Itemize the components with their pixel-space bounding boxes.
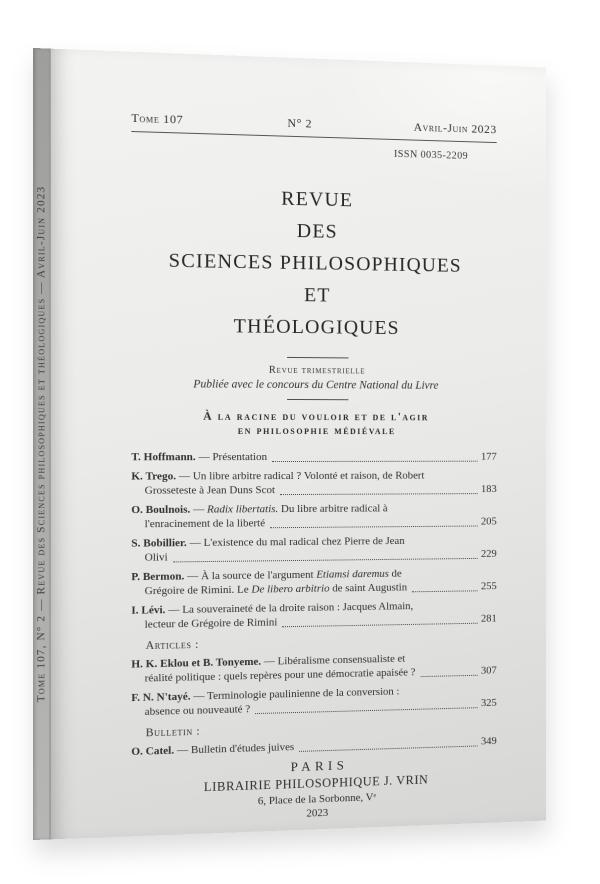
toc-author: O. Boulnois. — [131, 503, 191, 517]
toc-page-number: 183 — [480, 483, 497, 496]
toc-line-text: réalité politique : quels repères pour une démocratie apaisée ? — [144, 666, 416, 685]
toc-author: T. Hoffmann. — [131, 451, 196, 464]
toc-entry — [131, 501, 496, 532]
toc-line-text: O. Catel. — Bulletin d'études juives — [131, 741, 295, 759]
toc-section-heading: Bulletin : — [145, 725, 201, 740]
publisher-name: LIBRAIRIE PHILOSOPHIQUE J. VRIN — [203, 772, 429, 795]
issue-number: N° 2 — [287, 115, 313, 131]
toc-entry — [131, 469, 496, 498]
toc-leader-dots — [168, 547, 481, 564]
toc-leader-dots — [415, 664, 481, 679]
front-cover — [51, 49, 547, 840]
periodicity-label: Revue trimestrielle — [268, 364, 366, 377]
toc-author: F. N. N'tayé. — [131, 690, 191, 705]
toc-line — [131, 515, 496, 532]
toc-page-number: 205 — [480, 515, 497, 528]
toc-page-number: 307 — [480, 664, 497, 677]
toc-line-text: Olivi — [144, 551, 168, 564]
toc-line-text: O. Boulnois. — Radix libertatis. Du libre arbitre radical à — [131, 502, 388, 517]
toc-leader-dots — [267, 450, 481, 464]
toc-line-text: lecteur de Grégoire de Rimini — [144, 616, 278, 631]
toc-leader-dots — [277, 612, 481, 629]
table-of-contents — [131, 450, 496, 764]
toc-entry — [131, 650, 496, 686]
toc-line-text: I. Lévi. — La souveraineté de la droite raison : Jacques Almain, — [131, 600, 414, 617]
dossier-title-line: À la racine du vouloir et de l'agir — [203, 410, 429, 424]
dossier-title-line: en philosophie médiévale — [237, 424, 396, 438]
toc-line — [131, 482, 496, 498]
toc-page-number: 349 — [480, 735, 497, 748]
tome-label: Tome 107 — [131, 110, 184, 127]
spine-text: Tome 107, N° 2 — Revue des Sciences philosophiques et théologiques — Avril-Juin 2023 — [34, 185, 48, 703]
book-spine — [33, 48, 51, 840]
toc-author: K. Trego. — [131, 470, 176, 483]
issue-date: Avril-Juin 2023 — [413, 119, 497, 137]
toc-leader-dots — [294, 735, 481, 754]
toc-line-text: Grosseteste à Jean Duns Scot — [144, 484, 276, 497]
toc-page-number: 229 — [480, 547, 497, 560]
toc-author: P. Bermon. — [131, 570, 185, 584]
toc-line-text: H. K. Eklou et B. Tonyeme. — Libéralisme consensualiste et — [131, 652, 406, 671]
toc-page-number: 177 — [480, 450, 497, 463]
journal-title-line: SCIENCES PHILOSOPHIQUES — [168, 249, 462, 277]
separator-rule-top — [287, 357, 348, 359]
toc-page-number: 325 — [480, 696, 497, 710]
journal-title-line: ET — [304, 284, 331, 307]
toc-line-text: Grégoire de Rimini. Le De libero arbitrio de saint Augustin — [144, 581, 408, 598]
publisher-block — [131, 753, 496, 826]
toc-line-text: F. N. N'tayé. — Terminologie paulinienne de la conversion : — [131, 685, 400, 705]
toc-author: O. Catel. — [131, 744, 175, 759]
toc-line — [131, 450, 496, 464]
toc-line-text: absence ou nouveauté ? — [144, 703, 251, 719]
toc-page-number: 281 — [480, 612, 497, 625]
toc-line — [131, 469, 496, 484]
toc-section-heading: Articles : — [145, 638, 199, 653]
journal-title-line: THÉOLOGIQUES — [233, 315, 400, 340]
publisher-address: 6, Place de la Sorbonne, Vᵉ — [257, 791, 377, 808]
journal-book — [33, 48, 546, 840]
dossier-title — [131, 409, 496, 438]
toc-line-text: K. Trego. — Un libre arbitre radical ? Volonté et raison, de Robert — [131, 469, 425, 483]
toc-entry — [131, 598, 496, 632]
toc-leader-dots — [265, 515, 481, 531]
toc-line-text: T. Hoffmann. — Présentation — [131, 451, 268, 464]
toc-line-text: S. Bobillier. — L'existence du mal radical chez Pierre de Jean — [131, 535, 405, 550]
issn-label: ISSN 0035-2209 — [393, 148, 468, 162]
toc-line — [131, 547, 496, 565]
journal-title — [131, 179, 496, 345]
toc-leader-dots — [407, 579, 481, 594]
toc-leader-dots — [275, 482, 481, 497]
toc-author: S. Bobillier. — [131, 536, 187, 550]
toc-line-text: P. Bermon. — À la source de l'argument Etiamsi daremus de — [131, 567, 402, 584]
toc-entry — [131, 450, 496, 464]
separator-rule-bottom — [287, 399, 348, 400]
support-credit-line: Publiée avec le concours du Centre National du Livre — [193, 378, 439, 392]
toc-line-text: l'enracinement de la liberté — [144, 517, 266, 531]
book-scene — [34, 58, 554, 830]
toc-author: I. Lévi. — [131, 604, 166, 617]
toc-entry — [131, 682, 496, 719]
toc-page-number: 255 — [480, 580, 497, 593]
publisher-city: PARIS — [290, 757, 349, 775]
toc-author: H. K. Eklou et B. Tonyeme. — [131, 655, 262, 671]
journal-title-line: REVUE — [281, 187, 354, 212]
toc-entry — [131, 533, 496, 565]
toc-entry — [131, 566, 496, 599]
publication-year: 2023 — [306, 806, 329, 820]
journal-title-line: DES — [296, 220, 338, 243]
